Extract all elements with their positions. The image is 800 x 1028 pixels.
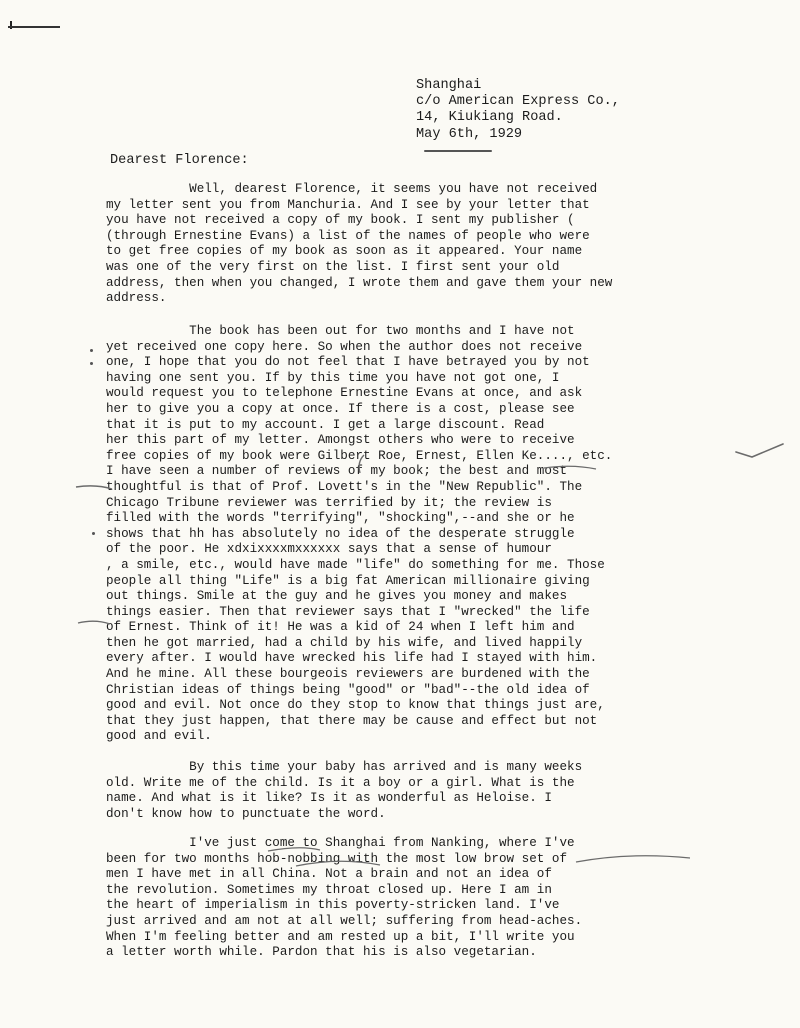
text-line: having one sent you. If by this time you have not got one, I (106, 370, 560, 385)
text-line: The book has been out for two months and I have not (106, 324, 575, 338)
text-line: of the poor. He xdxixxxxmxxxxxx says that a sense of humour (106, 542, 552, 557)
text-line: the heart of imperialism in this poverty-stricken land. I've (106, 898, 560, 913)
text-line: I've just come to Shanghai from Nanking, where I've (106, 836, 575, 850)
paragraph-2 (106, 324, 612, 745)
text-line: Well, dearest Florence, it seems you have not received (106, 182, 598, 196)
text-line: her this part of my letter. Amongst others who were to receive (106, 433, 575, 448)
margin-dot (92, 532, 95, 535)
text-line: don't know how to punctuate the word. (106, 806, 386, 821)
text-line: that it is put to my account. I get a large discount. Read (106, 417, 545, 432)
text-line: By this time your baby has arrived and is many weeks (106, 760, 583, 774)
text-line: things easier. Then that reviewer says that I "wrecked" the life (106, 604, 590, 619)
text-line: I have seen a number of reviews of my book; the best and most (106, 464, 568, 479)
text-line: the revolution. Sometimes my throat closed up. Here I am in (106, 882, 552, 897)
text-line: Christian ideas of things being "good" or "bad"--the old idea of (106, 682, 590, 697)
text-line: then he got married, had a child by his wife, and lived happily (106, 635, 583, 650)
address-line-city: Shanghai (416, 78, 482, 93)
corner-tick-mark (10, 21, 12, 29)
corner-rule-mark (8, 26, 60, 28)
text-line: that they just happen, that there may be cause and effect but not (106, 713, 598, 728)
sender-address-block (416, 78, 620, 143)
text-line: every after. I would have wrecked his life had I stayed with him. (106, 651, 598, 666)
address-line-street: 14, Kiukiang Road. (416, 110, 563, 126)
text-line: people all thing "Life" is a big fat American millionaire giving (106, 573, 590, 588)
text-line: out things. Smile at the guy and he gives you money and makes (106, 589, 568, 604)
text-line: good and evil. (106, 729, 212, 744)
text-line: my letter sent you from Manchuria. And I see by your letter that (106, 197, 590, 212)
text-line: men I have met in all China. Not a brain and not an idea of (106, 867, 552, 882)
text-line: free copies of my book were Gilbert Roe, Ernest, Ellen Ke...., etc. (106, 448, 613, 463)
text-line: shows that hh has absolutely no idea of the desperate struggle (106, 526, 575, 541)
pencil-flourish (576, 856, 690, 862)
letter-date: May 6th, 1929 (416, 126, 523, 142)
text-line: you have not received a copy of my book. I sent my publisher ( (106, 213, 575, 228)
text-line: thoughtful is that of Prof. Lovett's in the "New Republic". The (106, 479, 583, 494)
salutation: Dearest Florence: (110, 153, 249, 168)
pencil-check-mark (736, 444, 783, 457)
text-line: a letter worth while. Pardon that his is also vegetarian. (106, 945, 537, 960)
text-line: to get free copies of my book as soon as it appeared. Your name (106, 244, 583, 259)
margin-dot (90, 362, 93, 365)
text-line: was one of the very first on the list. I first sent your old (106, 259, 560, 274)
text-line: (through Ernestine Evans) a list of the names of people who were (106, 228, 590, 243)
paragraph-1 (106, 182, 612, 307)
text-line: her to give you a copy at once. If there is a cost, please see (106, 401, 575, 416)
text-line: good and evil. Not once do they stop to know that things just are, (106, 698, 605, 713)
text-line: been for two months hob-nobbing with the most low brow set of (106, 851, 568, 866)
text-line: address, then when you changed, I wrote them and gave them your new (106, 275, 613, 290)
text-line: one, I hope that you do not feel that I have betrayed you by not (106, 355, 590, 370)
text-line: And he mine. All these bourgeois reviewers are burdened with the (106, 667, 590, 682)
text-line: just arrived and am not at all well; suffering from head-aches. (106, 913, 583, 928)
text-line: name. And what is it like? Is it as wonderful as Heloise. I (106, 791, 552, 806)
text-line: would request you to telephone Ernestine Evans at once, and ask (106, 386, 583, 401)
paragraph-3 (106, 760, 582, 822)
margin-dot (90, 349, 93, 352)
text-line: , a smile, etc., would have made "life" do something for me. Those (106, 557, 605, 572)
text-line: filled with the words "terrifying", "shocking",--and she or he (106, 511, 575, 526)
date-underline-mark (424, 150, 492, 152)
address-line-care-of: c/o American Express Co., (416, 94, 620, 110)
text-line: old. Write me of the child. Is it a boy or a girl. What is the (106, 775, 575, 790)
text-line: address. (106, 291, 167, 306)
text-line: of Ernest. Think of it! He was a kid of 24 when I left him and (106, 620, 575, 635)
text-line: Chicago Tribune reviewer was terrified by it; the review is (106, 495, 552, 510)
text-line: When I'm feeling better and am rested up a bit, I'll write you (106, 929, 575, 944)
paragraph-4 (106, 836, 582, 961)
text-line: yet received one copy here. So when the author does not receive (106, 339, 583, 354)
